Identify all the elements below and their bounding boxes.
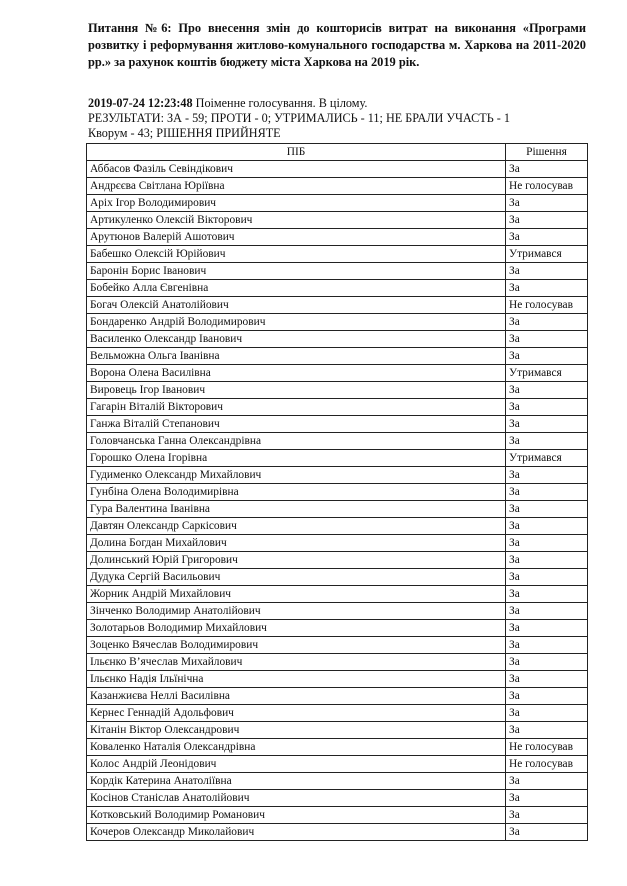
table-row: [87, 824, 588, 841]
deputy-decision: За: [506, 348, 588, 365]
deputy-name: Василенко Олександр Іванович: [87, 331, 506, 348]
deputy-decision: За: [506, 280, 588, 297]
deputy-name: Котковський Володимир Романович: [87, 807, 506, 824]
deputy-name: Арутюнов Валерій Ашотович: [87, 229, 506, 246]
deputy-decision: За: [506, 790, 588, 807]
table-row: [87, 552, 588, 569]
deputy-decision: За: [506, 501, 588, 518]
table-row: [87, 161, 588, 178]
table-row: [87, 688, 588, 705]
deputy-name: Горошко Олена Ігорівна: [87, 450, 506, 467]
deputy-name: Ільєнко В’ячеслав Михайлович: [87, 654, 506, 671]
deputy-name: Ганжа Віталій Степанович: [87, 416, 506, 433]
table-row: [87, 484, 588, 501]
deputy-name: Долина Богдан Михайлович: [87, 535, 506, 552]
table-row: [87, 195, 588, 212]
deputy-name: Бобейко Алла Євгенівна: [87, 280, 506, 297]
vote-results: РЕЗУЛЬТАТИ: ЗА - 59; ПРОТИ - 0; УТРИМАЛИСЬ - 11; НЕ БРАЛИ УЧАСТЬ - 1: [88, 111, 510, 125]
deputy-name: Кітанін Віктор Олександрович: [87, 722, 506, 739]
vote-datetime-line: [88, 96, 598, 111]
deputy-name: Богач Олексій Анатолійович: [87, 297, 506, 314]
deputy-name: Гудименко Олександр Михайлович: [87, 467, 506, 484]
table-row: [87, 739, 588, 756]
table-row: [87, 501, 588, 518]
table-row: [87, 178, 588, 195]
deputy-decision: За: [506, 552, 588, 569]
deputy-decision: За: [506, 314, 588, 331]
deputy-decision: За: [506, 161, 588, 178]
column-header-name: ПІБ: [87, 144, 506, 161]
vote-datetime: 2019-07-24 12:23:48: [88, 96, 193, 110]
deputy-decision: За: [506, 382, 588, 399]
agenda-item-title: Питання №6: Про внесення змін до кошторисів витрат на виконання «Програми розвитку і реформування житлово-комунального господарства м. Харкова на 2011-2020 рр.» за рахунок коштів бюджету міста Харкова на 2019 рік.: [88, 21, 586, 69]
deputy-decision: За: [506, 603, 588, 620]
deputy-decision: За: [506, 671, 588, 688]
table-body: [87, 161, 588, 841]
deputy-decision: За: [506, 722, 588, 739]
deputy-decision: Утримався: [506, 450, 588, 467]
deputy-decision: За: [506, 331, 588, 348]
table-row: [87, 348, 588, 365]
deputy-decision: За: [506, 467, 588, 484]
table-row: [87, 416, 588, 433]
deputy-decision: За: [506, 773, 588, 790]
deputy-decision: За: [506, 212, 588, 229]
deputy-decision: Не голосував: [506, 178, 588, 195]
deputy-name: Бондаренко Андрій Володимирович: [87, 314, 506, 331]
column-header-decision: Рішення: [506, 144, 588, 161]
deputy-decision: За: [506, 484, 588, 501]
deputy-name: Жорник Андрій Михайлович: [87, 586, 506, 603]
deputy-name: Кочеров Олександр Миколайович: [87, 824, 506, 841]
deputy-decision: За: [506, 620, 588, 637]
table-row: [87, 518, 588, 535]
table-row: [87, 331, 588, 348]
table-row: [87, 773, 588, 790]
table-row: [87, 229, 588, 246]
deputy-decision: За: [506, 688, 588, 705]
deputy-name: Кернес Геннадій Адольфович: [87, 705, 506, 722]
table-row: [87, 654, 588, 671]
vote-quorum: Кворум - 43; РІШЕННЯ ПРИЙНЯТЕ: [88, 126, 281, 140]
deputy-name: Головчанська Ганна Олександрівна: [87, 433, 506, 450]
deputy-name: Зоценко Вячеслав Володимирович: [87, 637, 506, 654]
deputy-name: Косінов Станіслав Анатолійович: [87, 790, 506, 807]
deputy-name: Артикуленко Олексій Вікторович: [87, 212, 506, 229]
deputy-decision: За: [506, 416, 588, 433]
table-row: [87, 637, 588, 654]
deputy-name: Ільєнко Надія Ільїнічна: [87, 671, 506, 688]
deputy-name: Ворона Олена Василівна: [87, 365, 506, 382]
table-row: [87, 212, 588, 229]
deputy-name: Гура Валентина Іванівна: [87, 501, 506, 518]
deputy-name: Долинський Юрій Григорович: [87, 552, 506, 569]
deputy-name: Аріх Ігор Володимирович: [87, 195, 506, 212]
deputy-name: Колос Андрій Леонідович: [87, 756, 506, 773]
deputy-decision: За: [506, 705, 588, 722]
deputy-name: Дудука Сергій Васильович: [87, 569, 506, 586]
deputy-decision: За: [506, 637, 588, 654]
table-row: [87, 603, 588, 620]
deputy-name: Гагарін Віталій Вікторович: [87, 399, 506, 416]
table-row: [87, 807, 588, 824]
table-row: [87, 671, 588, 688]
deputy-name: Бабешко Олексій Юрійович: [87, 246, 506, 263]
deputy-decision: За: [506, 824, 588, 841]
table-row: [87, 365, 588, 382]
table-row: [87, 569, 588, 586]
vote-type: Поіменне голосування. В цілому.: [195, 96, 368, 110]
deputy-decision: За: [506, 535, 588, 552]
table-row: [87, 246, 588, 263]
deputy-name: Казанжиєва Неллі Василівна: [87, 688, 506, 705]
deputy-decision: За: [506, 433, 588, 450]
deputy-decision: За: [506, 586, 588, 603]
table-row: [87, 399, 588, 416]
deputy-decision: За: [506, 263, 588, 280]
table-row: [87, 586, 588, 603]
table-row: [87, 756, 588, 773]
table-row: [87, 467, 588, 484]
deputy-name: Баронін Борис Іванович: [87, 263, 506, 280]
deputy-decision: Не голосував: [506, 297, 588, 314]
table-row: [87, 722, 588, 739]
deputy-decision: Не голосував: [506, 739, 588, 756]
vote-info: [88, 96, 598, 141]
table-row: [87, 297, 588, 314]
deputy-name: Андрєєва Світлана Юріївна: [87, 178, 506, 195]
deputy-decision: Утримався: [506, 365, 588, 382]
deputy-decision: За: [506, 569, 588, 586]
deputy-decision: За: [506, 399, 588, 416]
deputy-name: Вельможна Ольга Іванівна: [87, 348, 506, 365]
deputy-name: Кордік Катерина Анатоліївна: [87, 773, 506, 790]
deputy-name: Давтян Олександр Саркісович: [87, 518, 506, 535]
table-row: [87, 433, 588, 450]
deputy-decision: Не голосував: [506, 756, 588, 773]
deputy-decision: За: [506, 195, 588, 212]
deputy-decision: За: [506, 518, 588, 535]
table-row: [87, 263, 588, 280]
table-row: [87, 705, 588, 722]
deputy-name: Зінченко Володимир Анатолійович: [87, 603, 506, 620]
table-row: [87, 382, 588, 399]
table-row: [87, 620, 588, 637]
table-row: [87, 450, 588, 467]
table-row: [87, 535, 588, 552]
deputy-decision: За: [506, 654, 588, 671]
deputy-name: Вировець Ігор Іванович: [87, 382, 506, 399]
table-row: [87, 790, 588, 807]
deputy-name: Золотарьов Володимир Михайлович: [87, 620, 506, 637]
deputy-decision: Утримався: [506, 246, 588, 263]
deputy-name: Аббасов Фазіль Севіндікович: [87, 161, 506, 178]
deputy-decision: За: [506, 229, 588, 246]
deputy-name: Коваленко Наталія Олександрівна: [87, 739, 506, 756]
deputy-decision: За: [506, 807, 588, 824]
table-header-row: [87, 144, 588, 161]
vote-table: [86, 143, 588, 841]
table-row: [87, 314, 588, 331]
table-row: [87, 280, 588, 297]
deputy-name: Гунбіна Олена Володимирівна: [87, 484, 506, 501]
